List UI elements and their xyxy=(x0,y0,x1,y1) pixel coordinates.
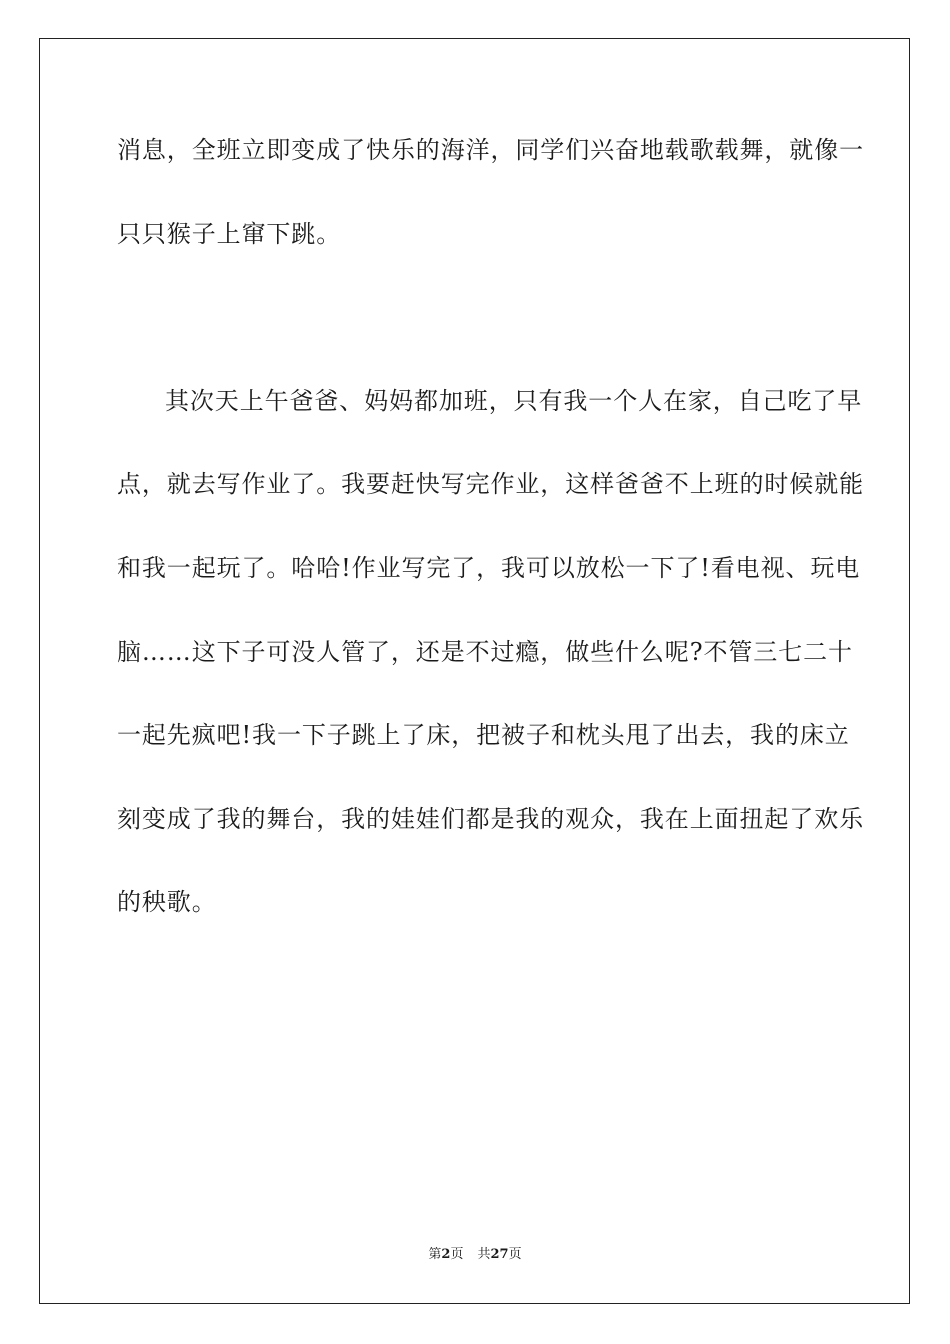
total-suffix: 页 xyxy=(508,1247,522,1262)
page-suffix: 页 xyxy=(450,1247,464,1262)
paragraph-line: 点，就去写作业了。我要赶快写完作业，这样爸爸不上班的时候就能 xyxy=(117,470,864,499)
paragraph-line: 脑……这下子可没人管了，还是不过瘾，做些什么呢?不管三七二十 xyxy=(117,637,853,666)
paragraph-line: 和我一起玩了。哈哈!作业写完了，我可以放松一下了!看电视、玩电 xyxy=(117,553,861,582)
paragraph-gap xyxy=(117,285,833,369)
paragraph-line: 刻变成了我的舞台，我的娃娃们都是我的观众，我在上面扭起了欢乐 xyxy=(117,804,864,833)
paragraph-line: 其次天上午爸爸、妈妈都加班，只有我一个人在家，自己吃了早 xyxy=(165,386,863,415)
paragraph-line: 一起先疯吧!我一下子跳上了床，把被子和枕头甩了出去，我的床立 xyxy=(117,721,850,750)
page-footer xyxy=(0,1247,950,1263)
paragraph-line: 只只猴子上窜下跳。 xyxy=(117,219,342,248)
total-pages: 27 xyxy=(490,1247,509,1262)
paragraph-line: 消息，全班立即变成了快乐的海洋，同学们兴奋地载歌载舞，就像一 xyxy=(117,136,864,164)
total-prefix: 共 xyxy=(477,1247,491,1262)
paragraph-line: 的秧歌。 xyxy=(117,888,217,917)
page-prefix: 第 xyxy=(428,1247,442,1262)
page-number: 2 xyxy=(441,1247,451,1262)
document-body xyxy=(117,118,864,954)
